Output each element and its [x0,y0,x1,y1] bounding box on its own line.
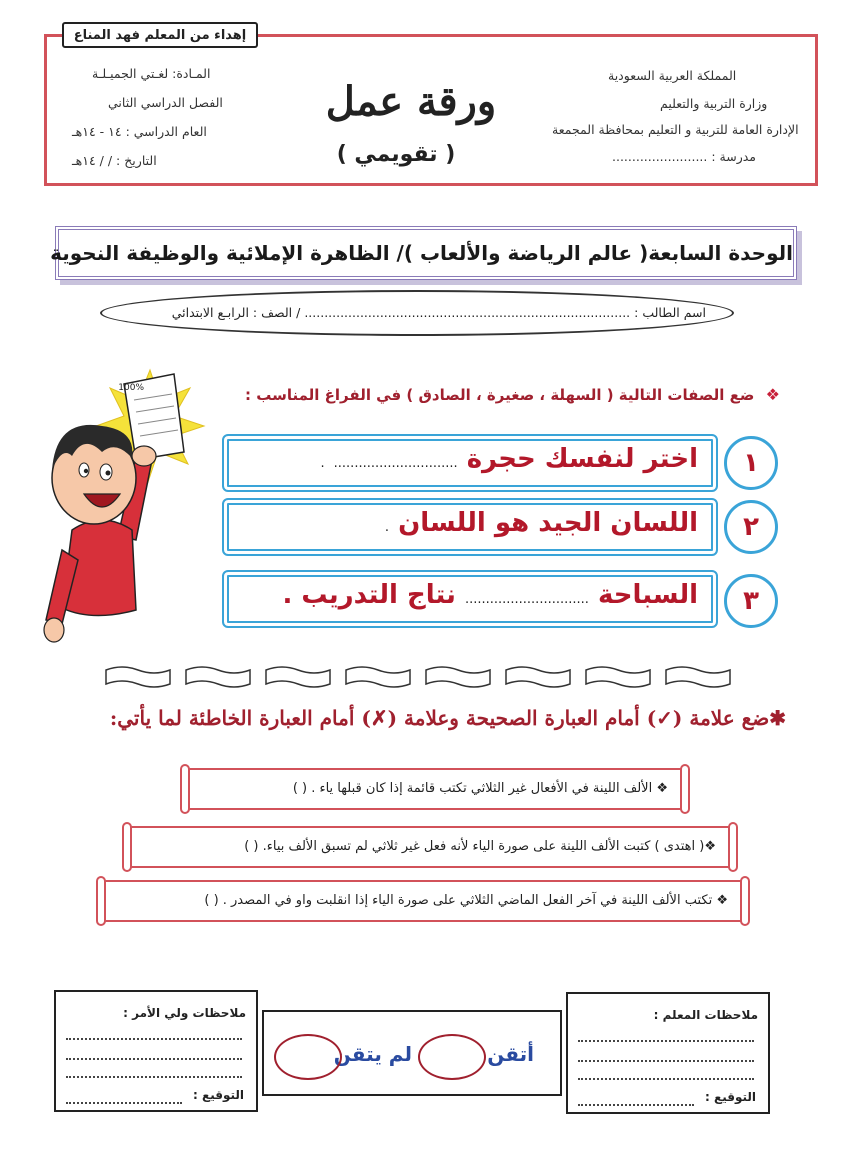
fill-item-3 [222,570,718,628]
date-line: التاريخ : / / ١٤هـ [72,153,157,168]
student-name-field[interactable]: .................................................................................. [304,305,631,320]
parent-notes-line[interactable] [66,1058,242,1060]
fill-item-1-blank[interactable]: .............................. [333,456,458,471]
directorate-line: الإدارة العامة للتربية و التعليم بمحافظة المجمعة [552,122,799,137]
fill-item-3-blank[interactable]: .............................. [464,592,589,607]
student-name-label: اسم الطالب : [634,305,706,320]
teacher-notes-line[interactable] [578,1060,754,1062]
word-blank [346,667,410,687]
page-subtitle: ( تقويمي ) [336,142,456,167]
word-blank [506,667,570,687]
teacher-notes-line[interactable] [578,1040,754,1042]
word-blank [666,667,730,687]
item-number-2: ٢ [724,500,778,554]
mastered-label: أتقن [487,1042,534,1066]
fill-item-2 [222,498,718,556]
parent-notes-line[interactable] [66,1076,242,1078]
statement-3[interactable]: ❖ تكتب الألف اللينة في آخر الفعل الماضي الثلاثي على صورة الياء إذا انقلبت واو في المصدر . ( ) [102,880,744,922]
teacher-notes-title: ملاحظات المعلم : [653,1008,758,1022]
fill-item-2-end: . [384,520,389,535]
unit-title: الوحدة السابعة( عالم الرياضة والألعاب )/ الظاهرة الإملائية والوظيفة النحوية [55,226,797,280]
diamond-bullet-icon: ❖ [765,385,780,404]
not-mastered-label: لم يتقن [333,1042,412,1066]
item-number-3: ٣ [724,574,778,628]
subject-line: المـادة: لغـتي الجميـلـة [92,66,211,81]
statement-2[interactable]: ❖( اهتدى ) كتبت الألف اللينة على صورة الياء لأنه فعل غير ثلاثي لم تسبق الألف بياء. ( ) [128,826,732,868]
word-blank [586,667,650,687]
parent-notes-line[interactable] [66,1038,242,1040]
student-info [100,290,734,336]
not-mastered-oval[interactable] [274,1034,342,1080]
instruction-fill-blanks [210,385,780,404]
teacher-notes-box [566,992,770,1114]
fill-item-1 [222,434,718,492]
teacher-notes-line[interactable] [578,1078,754,1080]
parent-notes-title: ملاحظات ولي الأمر : [123,1006,246,1020]
statement-1[interactable]: ❖ الألف اللينة في الأفعال غير الثلاثي تكتب قائمة إذا كان قبلها ياء . ( ) [186,768,684,810]
fill-item-2-text: اللسان الجيد هو اللسان [398,508,698,538]
country-line: المملكة العربية السعودية [608,68,737,83]
student-grade: / الصف : الرابـع الابتدائي [171,305,301,320]
semester-line: الفصل الدراسي الثاني [108,95,223,110]
ministry-line: وزارة التربية والتعليم [660,96,768,111]
word-blanks-row [104,664,784,690]
fill-item-3-end: نتاج التدريب . [282,580,456,610]
fill-item-1-text: اختر لنفسك حجرة [466,444,698,474]
parent-sign-label: التوقيع : [193,1088,244,1102]
page-title: ورقة عمل [325,78,497,125]
item-number-1: ١ [724,436,778,490]
school-line: مدرسة : ........................ [612,149,756,164]
boy-illustration [32,360,232,650]
instruction-fill-text: ضع الصفات التالية ( السهلة ، صغيرة ، الصادق ) في الفراغ المناسب : [245,386,755,404]
fill-item-1-end: . [320,456,325,471]
word-blank [106,667,170,687]
grading-box [262,1010,562,1096]
word-blank [426,667,490,687]
fill-item-3-text: السباحة [597,580,698,610]
word-blank [186,667,250,687]
word-blank [266,667,330,687]
teacher-sign-line[interactable] [578,1104,694,1106]
instruction-true-false: ✱ضع علامة (✓) أمام العبارة الصحيحة وعلامة (✗) أمام العبارة الخاطئة لما يأتي: [109,706,786,730]
year-line: العام الدراسي : ١٤ - ١٤هـ [72,124,207,139]
parent-sign-line[interactable] [66,1102,182,1104]
dedication-label: إهداء من المعلم فهد المناع [62,22,258,48]
teacher-sign-label: التوقيع : [705,1090,756,1104]
mastered-oval[interactable] [418,1034,486,1080]
parent-notes-box [54,990,258,1112]
paper-score: 100% [118,383,144,393]
